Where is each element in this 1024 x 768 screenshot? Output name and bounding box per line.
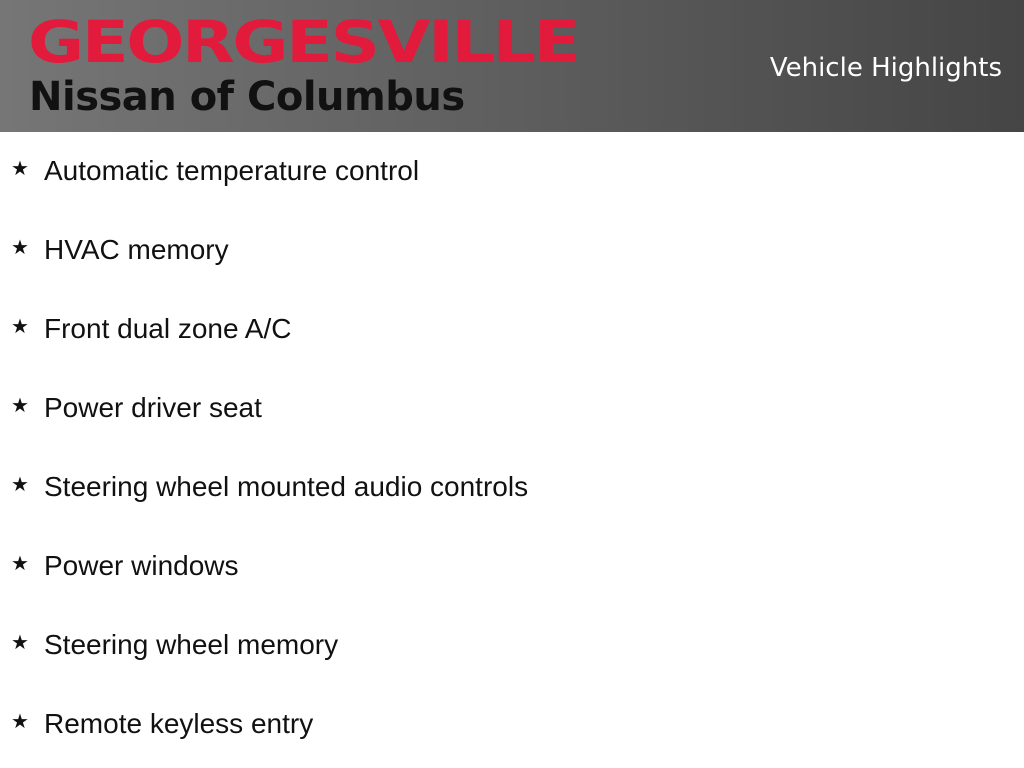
star-icon: ★ bbox=[11, 472, 29, 496]
list-item bbox=[0, 132, 1024, 211]
dealer-logo bbox=[28, 10, 578, 122]
list-item bbox=[0, 369, 1024, 448]
list-item bbox=[0, 606, 1024, 685]
star-icon: ★ bbox=[11, 551, 29, 575]
list-item bbox=[0, 685, 1024, 764]
list-item-label: Steering wheel mounted audio controls bbox=[44, 471, 529, 502]
list-item-label: Remote keyless entry bbox=[44, 708, 314, 739]
list-item-label: Power windows bbox=[44, 550, 239, 581]
list-item bbox=[0, 527, 1024, 606]
star-icon: ★ bbox=[11, 630, 29, 654]
header-banner bbox=[0, 0, 1024, 132]
list-item-label: Automatic temperature control bbox=[44, 155, 420, 186]
list-item bbox=[0, 448, 1024, 527]
star-icon: ★ bbox=[11, 156, 29, 180]
star-icon: ★ bbox=[11, 235, 29, 259]
list-item-label: Steering wheel memory bbox=[44, 629, 339, 660]
list-item-label: HVAC memory bbox=[44, 234, 229, 265]
list-item-label: Power driver seat bbox=[44, 392, 262, 423]
star-icon: ★ bbox=[11, 709, 29, 733]
page-title: Vehicle Highlights bbox=[769, 53, 1002, 83]
list-item bbox=[0, 211, 1024, 290]
logo-georgesville-text: GEORGESVILLE bbox=[28, 8, 579, 76]
list-item-label: Front dual zone A/C bbox=[44, 313, 292, 344]
highlights-list bbox=[0, 132, 1024, 764]
star-icon: ★ bbox=[11, 314, 29, 338]
list-item bbox=[0, 290, 1024, 369]
logo-nissan-of-columbus-text: Nissan of Columbus bbox=[29, 74, 465, 120]
star-icon: ★ bbox=[11, 393, 29, 417]
